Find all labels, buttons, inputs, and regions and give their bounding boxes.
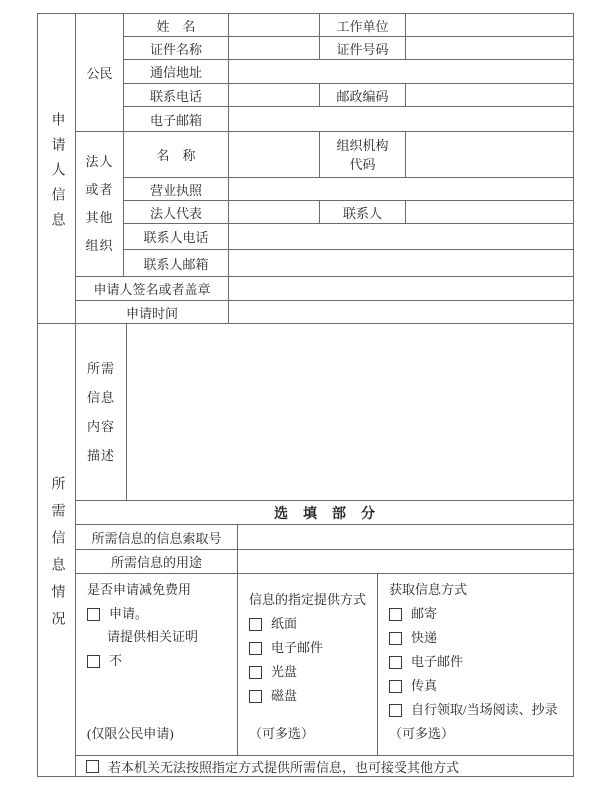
checkbox-icon[interactable] [86, 760, 99, 773]
delivery-option-cd-label: 光盘 [271, 664, 298, 679]
legal-rep-label: 法人代表 [124, 201, 229, 224]
delivery-option-disk[interactable] [249, 689, 297, 703]
obtain-option-email-label: 电子邮件 [411, 654, 464, 669]
work-unit-value-cell[interactable] [406, 14, 573, 37]
checkbox-icon[interactable] [87, 655, 100, 668]
checkbox-icon[interactable] [389, 680, 402, 693]
checkbox-icon[interactable] [249, 690, 262, 703]
fee-option-no-label: 不 [109, 653, 123, 668]
obtain-footnote: （可多选） [389, 726, 455, 741]
required-section-side-label: 所需信息情况 [38, 324, 76, 776]
apply-time-label: 申请时间 [76, 301, 229, 324]
contact-label: 联系人 [320, 201, 406, 224]
id-number-label: 证件号码 [320, 37, 406, 60]
index-number-label: 所需信息的信息索取号 [76, 525, 238, 550]
purpose-label: 所需信息的用途 [76, 550, 238, 574]
checkbox-icon[interactable] [389, 704, 402, 717]
signature-value-cell[interactable] [229, 277, 573, 301]
obtain-method-cell [378, 574, 573, 756]
obtain-option-self[interactable] [389, 703, 558, 717]
obtain-option-express-label: 快递 [411, 630, 438, 645]
address-value-cell[interactable] [229, 60, 573, 84]
delivery-method-cell [238, 574, 378, 756]
postcode-value-cell[interactable] [406, 84, 573, 107]
id-number-value-cell[interactable] [406, 37, 573, 60]
delivery-option-cd[interactable] [249, 665, 297, 679]
description-value-cell[interactable] [127, 324, 573, 501]
checkbox-icon[interactable] [389, 656, 402, 669]
contact-email-value-cell[interactable] [229, 250, 573, 277]
checkbox-icon[interactable] [249, 618, 262, 631]
purpose-value-cell[interactable] [238, 550, 573, 574]
org-name-value-cell[interactable] [229, 132, 320, 178]
license-label: 营业执照 [124, 178, 229, 201]
fee-footnote: (仅限公民申请) [87, 726, 174, 741]
license-value-cell[interactable] [229, 178, 573, 201]
delivery-option-paper[interactable] [249, 617, 297, 631]
obtain-option-express[interactable] [389, 631, 437, 645]
email-label: 电子邮箱 [124, 107, 229, 132]
checkbox-icon[interactable] [389, 608, 402, 621]
description-label-cell [76, 324, 127, 501]
contact-phone-value-cell[interactable] [229, 224, 573, 250]
checkbox-icon[interactable] [249, 642, 262, 655]
fee-proof-note: 请提供相关证明 [107, 629, 199, 644]
delivery-option-disk-label: 磁盘 [271, 688, 298, 703]
obtain-option-self-label: 自行领取/当场阅读、抄录 [411, 702, 558, 717]
fee-option-no[interactable] [87, 654, 122, 668]
applicant-info-section [38, 14, 573, 324]
apply-time-value-cell[interactable] [229, 301, 573, 324]
delivery-option-email[interactable] [249, 641, 323, 655]
email-value-cell[interactable] [229, 107, 573, 132]
citizen-group-label: 公民 [76, 14, 124, 132]
fee-option-apply[interactable] [87, 607, 148, 621]
postcode-label: 邮政编码 [320, 84, 406, 107]
obtain-option-mail-label: 邮寄 [411, 606, 438, 621]
obtain-option-fax-label: 传真 [411, 678, 438, 693]
application-form-table [37, 13, 574, 777]
delivery-option-email-label: 电子邮件 [271, 640, 324, 655]
org-code-label-cell [320, 132, 406, 178]
fallback-option[interactable] [76, 756, 573, 776]
legal-group-label: 法人或者其他组织 [85, 154, 114, 253]
name-label: 姓 名 [124, 14, 229, 37]
delivery-footnote: （可多选） [249, 726, 315, 741]
legal-group-label-cell [76, 132, 124, 277]
checkbox-icon[interactable] [249, 666, 262, 679]
id-name-value-cell[interactable] [229, 37, 320, 60]
signature-label: 申请人签名或者盖章 [76, 277, 229, 301]
applicant-section-side-label: 申请人信息 [38, 14, 76, 324]
delivery-option-paper-label: 纸面 [271, 616, 298, 631]
fee-option-apply-label: 申请。 [109, 606, 149, 621]
contact-value-cell[interactable] [406, 201, 573, 224]
name-value-cell[interactable] [229, 14, 320, 37]
org-name-label: 名 称 [124, 132, 229, 178]
required-info-section [38, 324, 573, 776]
org-code-label: 组织机构代码 [336, 137, 389, 172]
org-code-value-cell[interactable] [406, 132, 573, 178]
index-number-value-cell[interactable] [238, 525, 573, 550]
phone-label: 联系电话 [124, 84, 229, 107]
fallback-label: 若本机关无法按照指定方式提供所需信息，也可接受其他方式 [108, 759, 460, 775]
description-label: 所需信息内容描述 [86, 361, 115, 463]
obtain-option-fax[interactable] [389, 679, 437, 693]
obtain-method-header: 获取信息方式 [389, 582, 468, 597]
contact-phone-label: 联系人电话 [124, 224, 229, 250]
address-label: 通信地址 [124, 60, 229, 84]
work-unit-label: 工作单位 [320, 14, 406, 37]
optional-section-header: 选填部分 [76, 501, 573, 525]
obtain-option-email[interactable] [389, 655, 463, 669]
checkbox-icon[interactable] [87, 608, 100, 621]
contact-email-label: 联系人邮箱 [124, 250, 229, 277]
fee-waiver-header: 是否申请减免费用 [87, 582, 192, 597]
legal-rep-value-cell[interactable] [229, 201, 320, 224]
phone-value-cell[interactable] [229, 84, 320, 107]
checkbox-icon[interactable] [389, 632, 402, 645]
fee-waiver-cell [76, 574, 238, 756]
id-name-label: 证件名称 [124, 37, 229, 60]
obtain-option-mail[interactable] [389, 607, 437, 621]
delivery-method-header: 信息的指定提供方式 [249, 592, 367, 607]
